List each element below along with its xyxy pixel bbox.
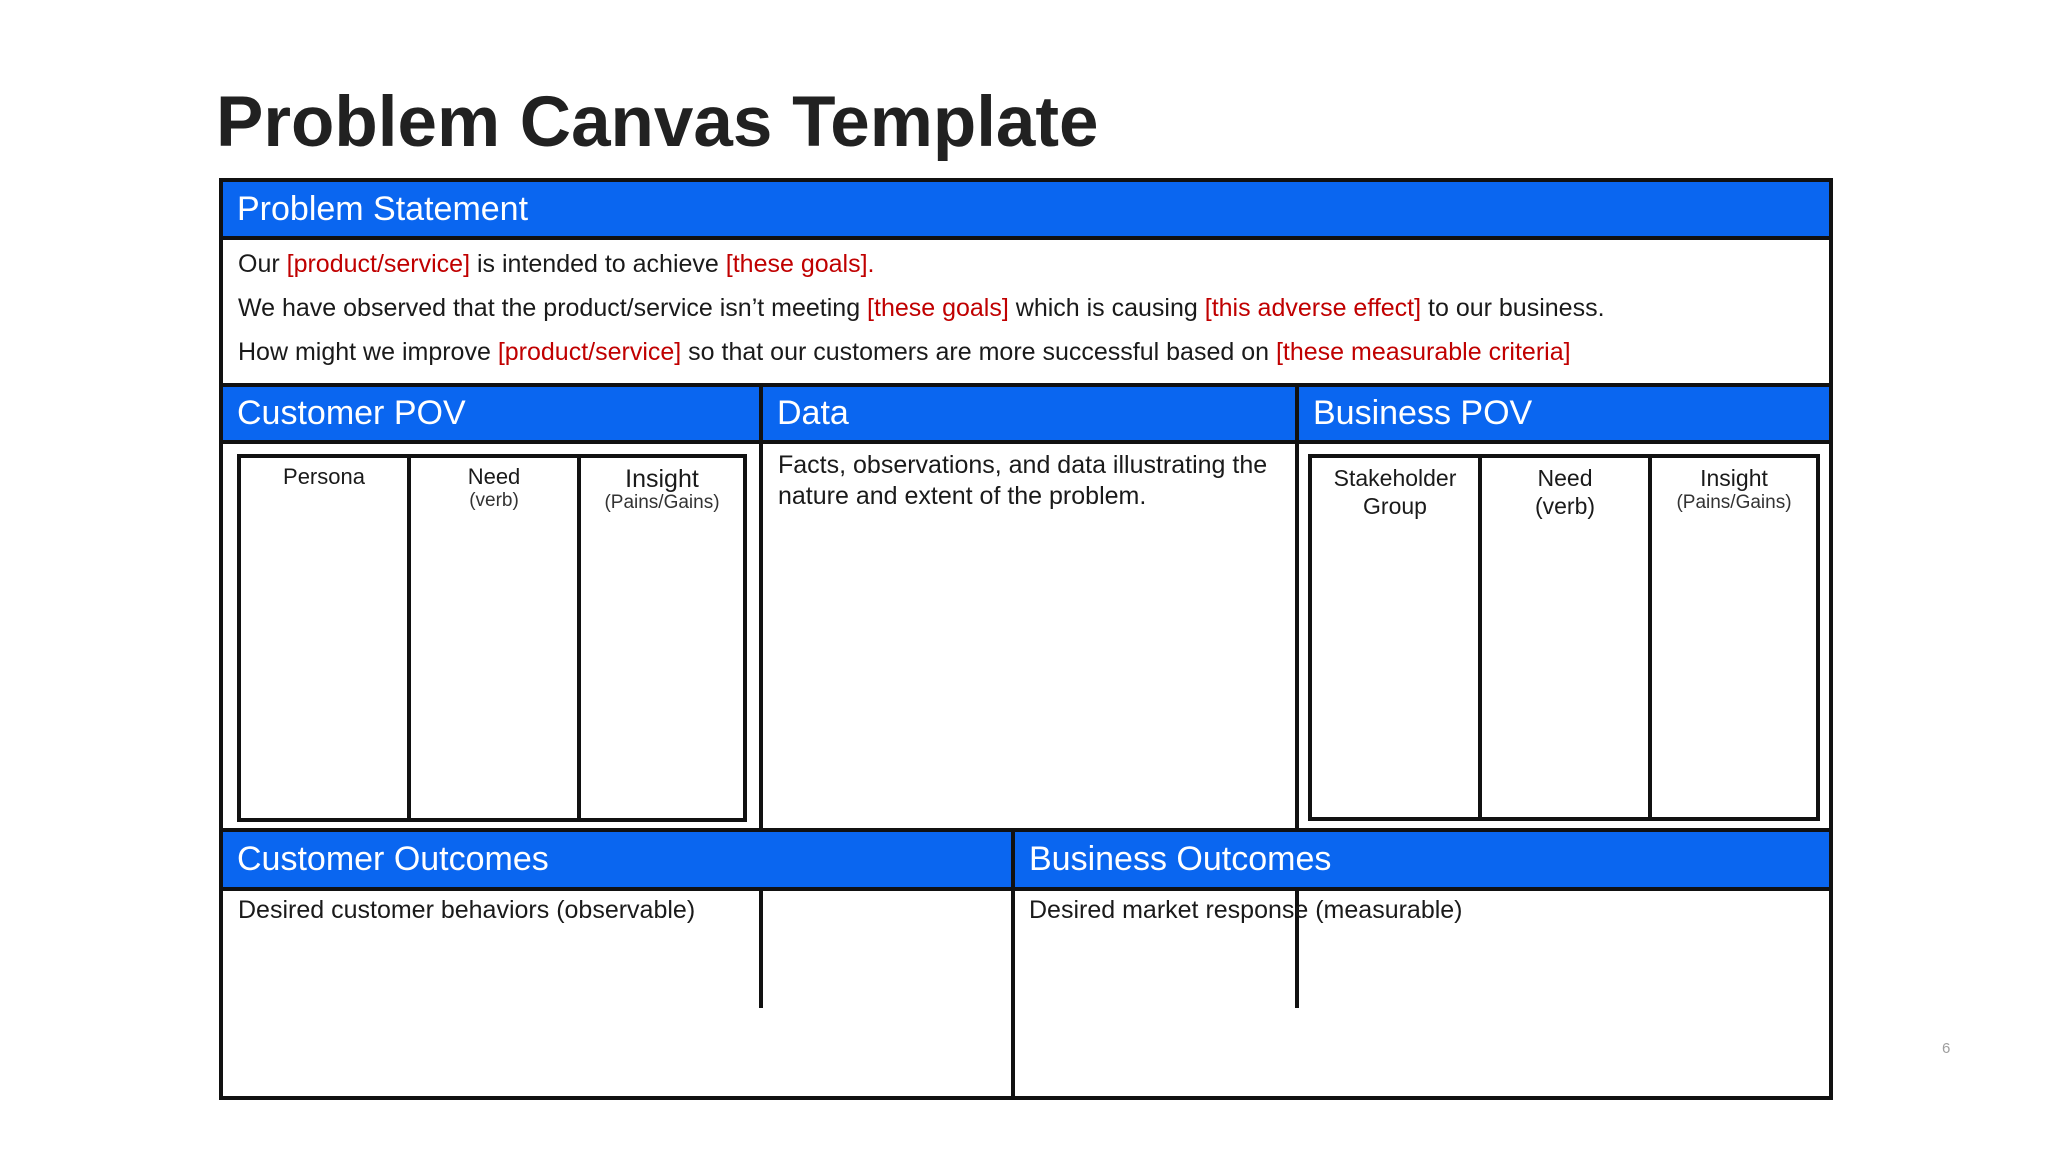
divider xyxy=(1011,832,1015,1096)
problem-statement-title: Problem Statement xyxy=(237,189,529,228)
column-sublabel: (Pains/Gains) xyxy=(1676,492,1792,513)
data-description xyxy=(778,450,1288,512)
statement-text: so that our customers are more successful based on xyxy=(681,338,1276,366)
column-label: Insight xyxy=(1700,465,1768,491)
statement-text: How might we improve xyxy=(238,338,498,366)
customer-outcomes-title: Customer Outcomes xyxy=(237,840,549,878)
insight-column xyxy=(1652,458,1816,817)
persona-column xyxy=(241,458,411,818)
customer-pov-table xyxy=(237,454,747,822)
column-label: Stakeholder xyxy=(1333,465,1457,491)
data-title: Data xyxy=(777,394,849,432)
insight-column xyxy=(581,458,743,818)
divider xyxy=(223,236,1829,240)
problem-statement-header xyxy=(223,182,1829,236)
business-outcomes-title: Business Outcomes xyxy=(1029,840,1332,878)
statement-text: is intended to achieve xyxy=(470,250,726,278)
column-label: Need xyxy=(467,464,521,489)
business-pov-header xyxy=(1299,387,1829,440)
statement-text: Our xyxy=(238,250,287,278)
placeholder-text: [these goals]. xyxy=(725,250,875,278)
need-column xyxy=(411,458,581,818)
customer-pov-title: Customer POV xyxy=(237,394,466,432)
problem-canvas xyxy=(219,178,1833,1100)
data-text-line: Facts, observations, and data illustrating the xyxy=(778,451,1268,479)
divider xyxy=(759,387,763,1008)
placeholder-text: [product/service] xyxy=(497,338,682,366)
column-label: Persona xyxy=(283,464,365,489)
business-pov-table xyxy=(1308,454,1820,821)
customer-outcomes-header xyxy=(223,832,1011,887)
statement-text: to our business. xyxy=(1421,294,1605,322)
customer-outcomes-text: Desired customer behaviors (observable) xyxy=(238,896,696,924)
page-title: Problem Canvas Template xyxy=(216,83,1099,162)
statement-text: We have observed that the product/service isn’t meeting xyxy=(238,294,868,322)
data-header xyxy=(763,387,1295,440)
column-sublabel: (Pains/Gains) xyxy=(604,492,720,513)
column-label: Need xyxy=(1537,465,1593,491)
statement-line-3 xyxy=(238,338,1571,367)
statement-text: which is causing xyxy=(1008,294,1205,322)
column-label: Insight xyxy=(625,465,699,493)
data-text-line: nature and extent of the problem. xyxy=(778,482,1147,510)
customer-pov-header xyxy=(223,387,759,440)
divider xyxy=(223,440,1829,444)
business-outcomes-text: Desired market response (measurable) xyxy=(1029,896,1463,924)
page-number: 6 xyxy=(1942,1040,1951,1057)
placeholder-text: [these measurable criteria] xyxy=(1275,338,1571,366)
need-column xyxy=(1482,458,1652,817)
column-label: Group xyxy=(1363,493,1427,519)
statement-line-1 xyxy=(238,250,875,279)
business-outcomes-header xyxy=(1015,832,1829,887)
placeholder-text: [this adverse effect] xyxy=(1204,294,1422,322)
statement-line-2 xyxy=(238,294,1605,323)
business-pov-title: Business POV xyxy=(1313,394,1533,432)
column-sublabel: (verb) xyxy=(469,490,519,511)
column-sublabel: (verb) xyxy=(1534,493,1596,519)
placeholder-text: [product/service] xyxy=(286,250,471,278)
divider xyxy=(223,887,1829,891)
stakeholder-column xyxy=(1312,458,1482,817)
placeholder-text: [these goals] xyxy=(867,294,1009,322)
